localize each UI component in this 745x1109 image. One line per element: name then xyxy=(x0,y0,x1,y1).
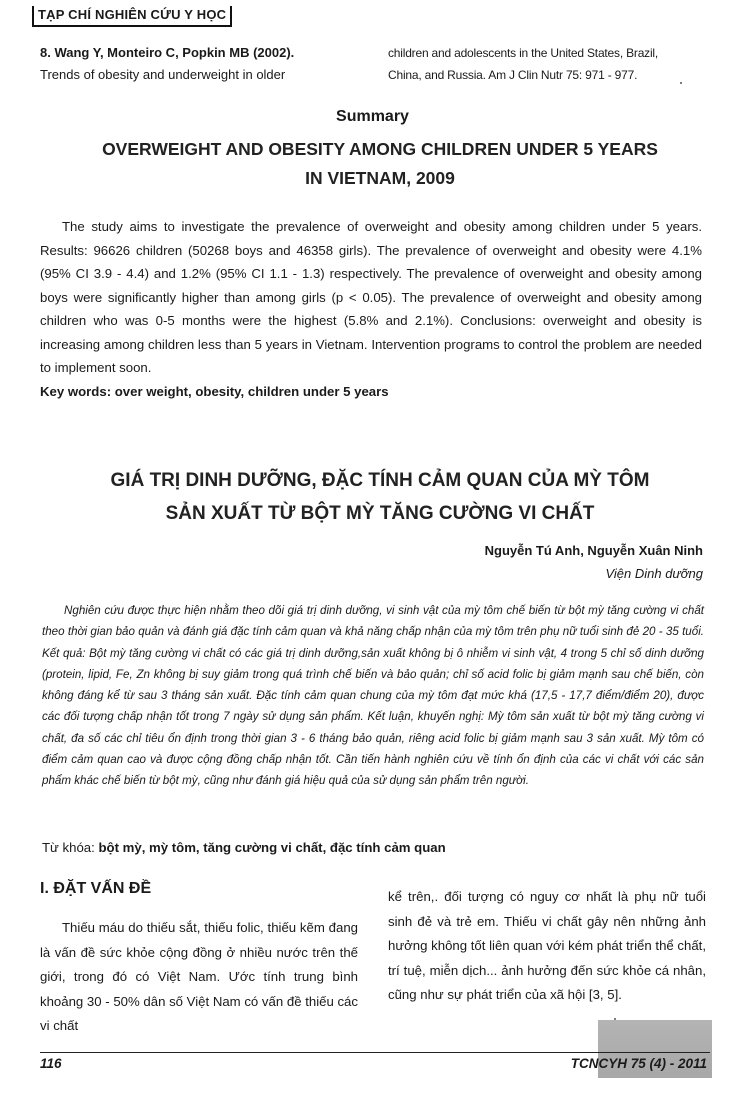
article-abstract: Nghiên cứu được thực hiện nhằm theo dõi giá trị dinh dưỡng, vi sinh vật của mỳ tôm chế biến từ bột mỳ tăng cường vi chất theo thời gian bảo quản và đánh giá đặc tính cảm quan và khả năng chấp nhận của mỳ tôm trên phụ nữ tuổi sinh đẻ 20 - 35 tuổi. Kết quả: Bột mỳ tăng cường vi chất có các giá trị dinh dưỡng,sản xuất không bị ô nhiễm vi sinh vật, 4 trong 5 chỉ số dinh dưỡng (protein, lipid, Fe, Zn không bị suy giảm trong quá trình chế biến và bảo quản; chỉ số acid folic bị giảm mạnh sau chế biến, còn không đáng kể từ sau 3 tháng sản xuất. Đặc tính cảm quan chung của mỳ tôm đạt mức khá (17,5 - 17,7 điểm/điểm 20), được các đối tượng chấp nhận tốt trong 7 ngày sử dụng sản phẩm. Kết luận, khuyến nghị: Mỳ tôm sản xuất từ bột mỳ tăng cường vi chất, đa số các chỉ tiêu ổn định trong thời gian 3 - 6 tháng bảo quản, riêng acid folic bị giảm mạnh sau 3 sản xuất. Mỳ tôm có điểm cảm quan cao và được cộng đồng chấp nhận tốt. Cần tiến hành nghiên cứu về tính ổn định của các vi chất với các sản phẩm khác chế biến từ bột mỳ, cũng như đánh giá hiệu quả của sử dụng sản phẩm trên người. xyxy=(42,604,704,788)
reference-right-column xyxy=(388,42,718,86)
article-institute: Viện Dinh dưỡng xyxy=(605,566,703,581)
article-keywords-text: bột mỳ, mỳ tôm, tăng cường vi chất, đặc tính cảm quan xyxy=(98,840,446,855)
reference-source: China, and Russia. Am J Clin Nutr 75: 971 - 977. xyxy=(388,68,638,82)
scan-speck xyxy=(680,82,682,84)
reference-left-column xyxy=(40,42,370,86)
summary-title-line2: IN VIETNAM, 2009 xyxy=(305,168,455,188)
summary-title-line1: OVERWEIGHT AND OBESITY AMONG CHILDREN UNDER 5 YEARS xyxy=(102,139,658,159)
article-title xyxy=(40,464,720,530)
body-column-right: kể trên,. đối tượng có nguy cơ nhất là phụ nữ tuổi sinh đẻ và trẻ em. Thiếu vi chất gây nên những ảnh hưởng không tốt liên quan với kém phát triển thể chất, trí tuệ, miễn dịch... ảnh hưởng đến sức khỏe cá nhân, cũng như sự phát triển của xã hội [3, 5]. xyxy=(388,889,706,1003)
reference-title-start: Trends of obesity and underweight in older xyxy=(40,67,286,82)
article-title-line1: GIÁ TRỊ DINH DƯỠNG, ĐẶC TÍNH CẢM QUAN CỦA MỲ TÔM xyxy=(110,470,650,491)
summary-title xyxy=(40,135,720,193)
journal-reference: TCNCYH 75 (4) - 2011 xyxy=(570,1056,707,1071)
journal-header: TẠP CHÍ NGHIÊN CỨU Y HỌC xyxy=(32,6,232,27)
article-title-line2: SẢN XUẤT TỪ BỘT MỲ TĂNG CƯỜNG VI CHẤT xyxy=(165,503,595,524)
body-column-left: Thiếu máu do thiếu sắt, thiếu folic, thiếu kẽm đang là vấn đề sức khỏe cộng đồng ở nhiều nước trên thế giới, trong đó có Việt Nam. Ước tính trung bình khoảng 30 - 50% dân số Việt Nam có vấn đề thiếu các vi chất xyxy=(40,920,358,1034)
page-number: 116 xyxy=(40,1056,62,1071)
summary-label: Summary xyxy=(336,108,409,125)
reference-authors: 8. Wang Y, Monteiro C, Popkin MB (2002). xyxy=(40,45,295,60)
reference-title-end: children and adolescents in the United States, Brazil, xyxy=(388,46,659,60)
footer-rule xyxy=(40,1052,710,1053)
summary-keywords: Key words: over weight, obesity, children under 5 years xyxy=(40,384,389,399)
article-keywords-label: Từ khóa: xyxy=(42,840,99,855)
section-heading: I. ĐẶT VẤN ĐỀ xyxy=(40,880,152,897)
summary-body: The study aims to investigate the prevalence of overweight and obesity among children under 5 years. Results: 96626 children (50268 boys and 46358 girls). The prevalence of overweight and obesity were 4.1% (95% CI 3.9 - 4.4) and 1.2% (95% CI 1.1 - 1.3) respectively. The prevalence of overweight and obesity among boys were significantly higher than among girls (p < 0.05). The prevalence of overweight and obesity among children who was 0-5 months were the highest (5.8% and 2.1%). Conclusions: overweight and obesity is increasing among children less than 5 years in Vietnam. Intervention programs to control the problem are needed to implement soon. xyxy=(40,219,702,375)
article-authors: Nguyễn Tú Anh, Nguyễn Xuân Ninh xyxy=(484,543,703,558)
article-keywords xyxy=(42,840,446,855)
scan-speck xyxy=(614,1018,616,1020)
